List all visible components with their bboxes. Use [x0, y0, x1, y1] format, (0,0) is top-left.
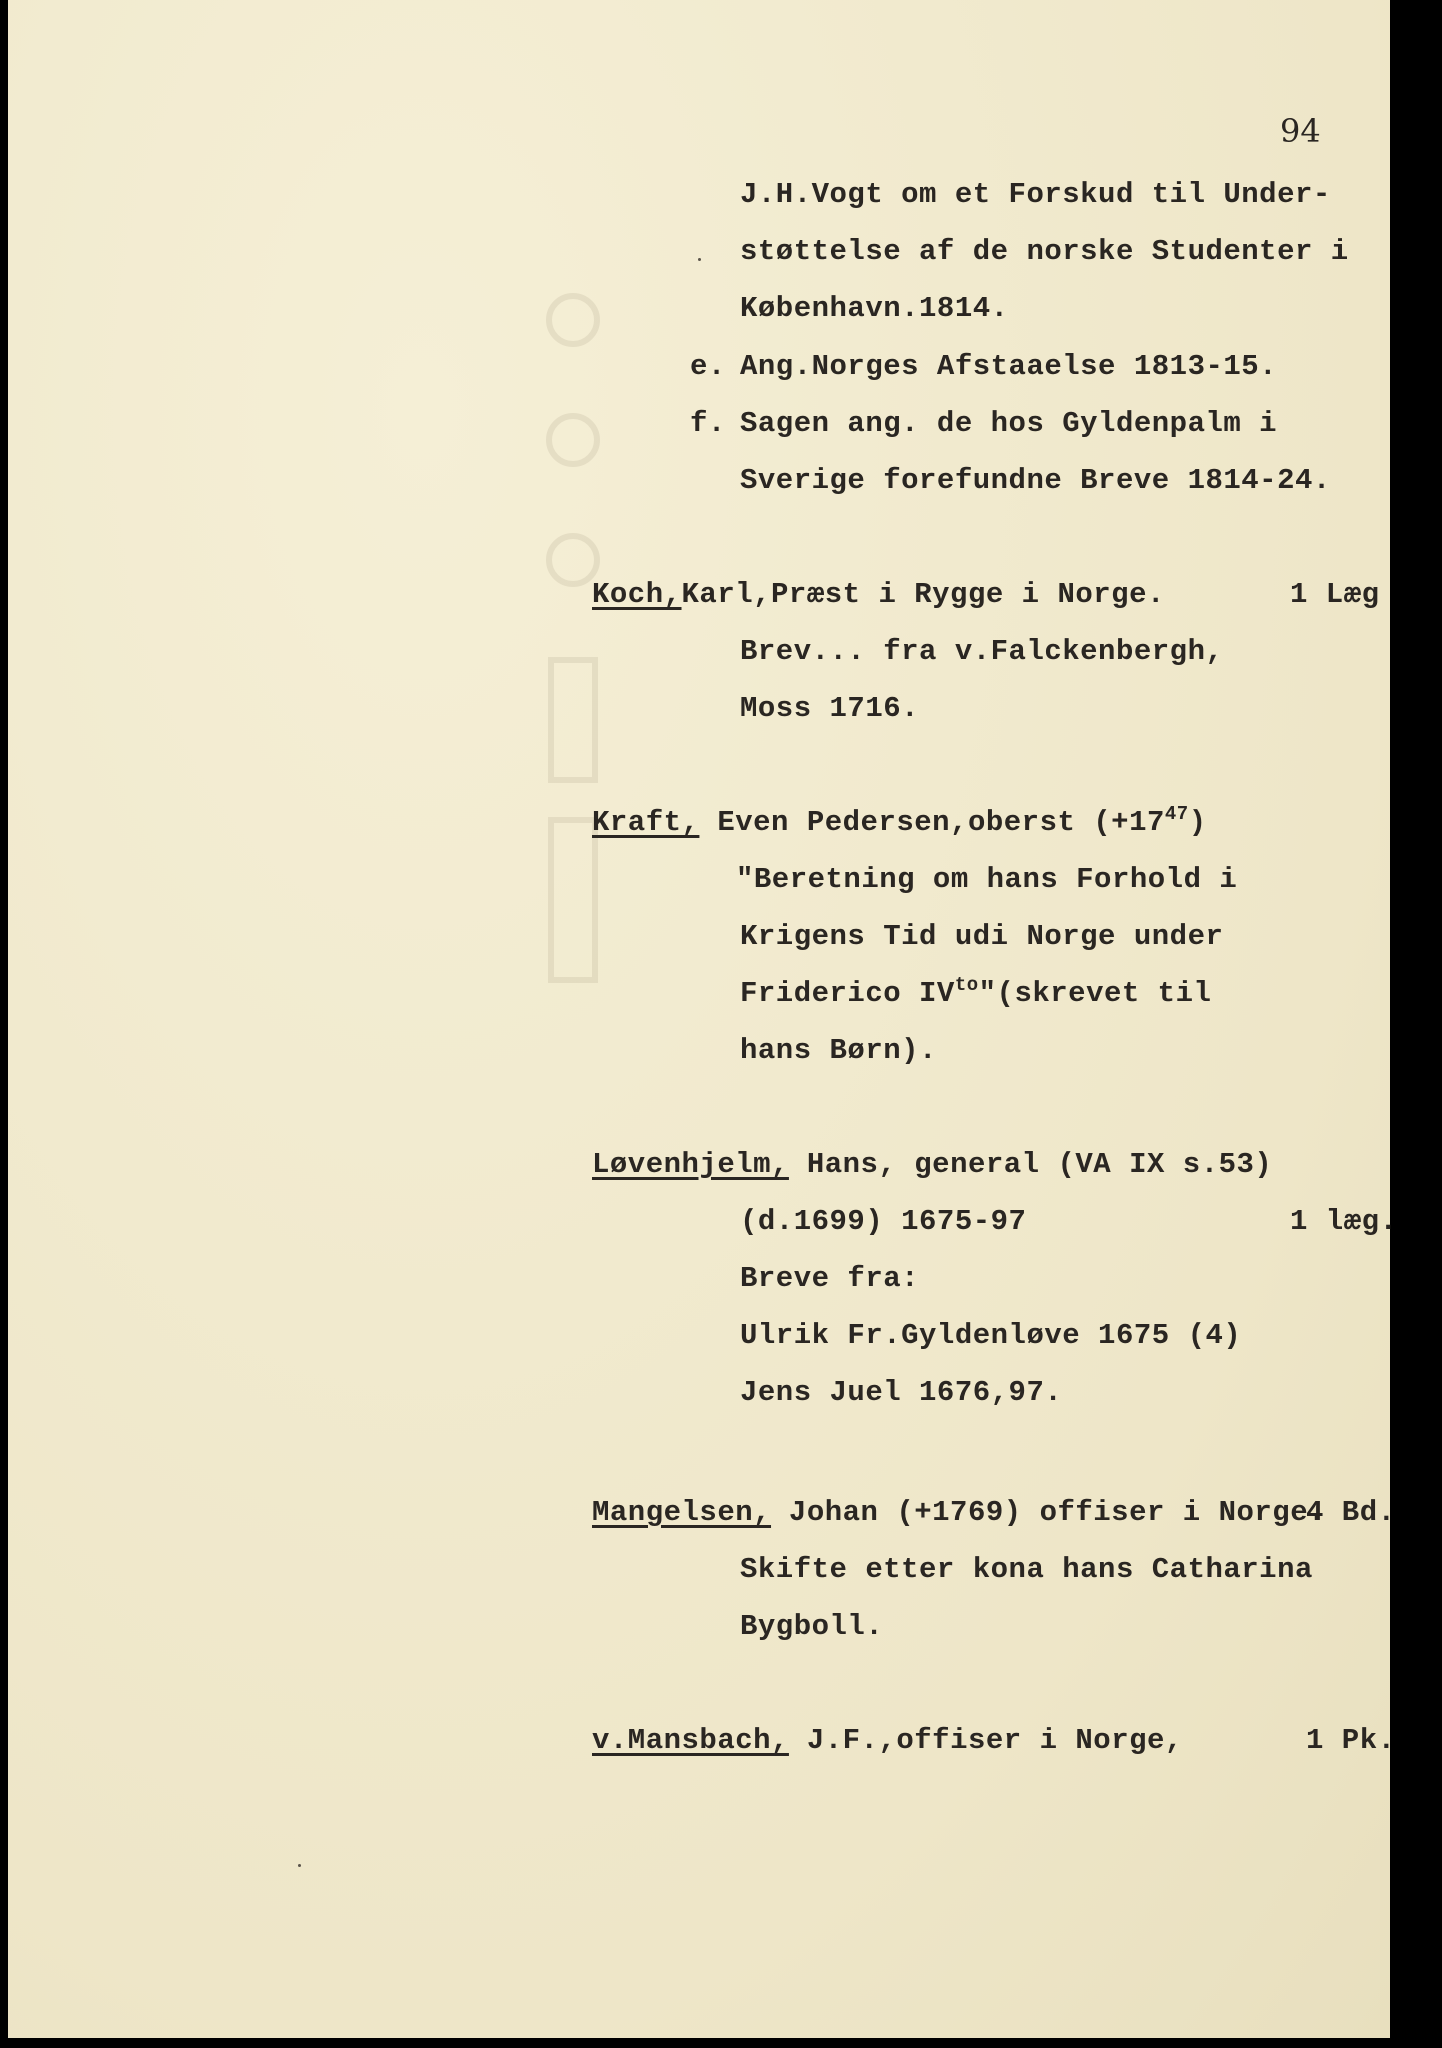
- entry-line-kraft-3-suffix: "(skrevet til: [978, 977, 1212, 1010]
- entry-extent-mansbach: 1 Pk.: [1306, 1724, 1396, 1757]
- item-marker-f: f.: [690, 407, 726, 440]
- entry-name-mansbach: v.Mansbach,: [592, 1724, 789, 1757]
- item-text-e: Ang.Norges Afstaaelse 1813-15.: [740, 350, 1278, 383]
- entry-heading-sup-kraft: 47: [1164, 803, 1189, 825]
- entry-extent-mangelsen: 4 Bd.: [1306, 1496, 1396, 1529]
- entry-name-kraft: Kraft,: [592, 806, 700, 839]
- entry-line-kraft-3-sup: to: [954, 974, 979, 996]
- entry-heading-rest-koch: Karl,Præst i Rygge i Norge.: [681, 578, 1165, 611]
- entry-line-koch-1: Brev... fra v.Falckenbergh,: [740, 635, 1224, 668]
- entry-line-koch-2: Moss 1716.: [740, 692, 920, 725]
- continuation-last-line: Sverige forefundne Breve 1814-24.: [740, 464, 1331, 497]
- entry-name-lovenhjelm: Løvenhjelm,: [592, 1148, 789, 1181]
- entry-name-mangelsen: Mangelsen,: [592, 1496, 772, 1529]
- faint-stamp-watermark: [543, 260, 603, 1160]
- speck: [298, 1864, 301, 1867]
- entry-line-kraft-3: [740, 974, 1212, 1010]
- entry-line-lovenhjelm-3: Ulrik Fr.Gyldenløve 1675 (4): [740, 1319, 1242, 1352]
- entry-heading-rest-kraft: Even Pedersen,oberst (+17: [699, 806, 1165, 839]
- continuation-line-3: København.1814.: [740, 292, 1009, 325]
- entry-line-kraft-1: "Beretning om hans Forhold i: [736, 863, 1238, 896]
- speck: [698, 258, 701, 261]
- entry-heading-lovenhjelm: [592, 1148, 1272, 1181]
- entry-extent-koch: 1 Læg: [1290, 578, 1380, 611]
- entry-line-lovenhjelm-2: Breve fra:: [740, 1262, 920, 1295]
- archive-page: [8, 0, 1398, 2038]
- item-marker-e: e.: [690, 350, 726, 383]
- entry-heading-rest-lovenhjelm: Hans, general (VA IX s.53): [788, 1148, 1273, 1181]
- entry-line-lovenhjelm-4: Jens Juel 1676,97.: [740, 1376, 1063, 1409]
- entry-heading-kraft: [592, 803, 1207, 839]
- entry-heading-rest-mansbach: J.F.,offiser i Norge,: [788, 1724, 1183, 1757]
- entry-line-lovenhjelm-1: (d.1699) 1675-97: [740, 1205, 1027, 1238]
- continuation-line-1: J.H.Vogt om et Forskud til Under-: [740, 178, 1331, 211]
- entry-line-mangelsen-2: Bygboll.: [740, 1610, 884, 1643]
- entry-heading-koch: [592, 578, 1165, 611]
- entry-heading-mangelsen: [592, 1496, 1326, 1529]
- entry-name-koch: Koch,: [592, 578, 682, 611]
- page-number: 94: [1280, 112, 1321, 150]
- entry-heading-mansbach: [592, 1724, 1183, 1757]
- entry-line-kraft-4: hans Børn).: [740, 1034, 937, 1067]
- entry-line-kraft-2: Krigens Tid udi Norge under: [740, 920, 1224, 953]
- entry-line-kraft-3-prefix: Friderico IV: [740, 977, 955, 1010]
- entry-extent-lovenhjelm: 1 læg.: [1290, 1205, 1398, 1238]
- item-text-f: Sagen ang. de hos Gyldenpalm i: [740, 407, 1278, 440]
- entry-line-mangelsen-1: Skifte etter kona hans Catharina: [740, 1553, 1313, 1586]
- entry-heading-rest-mangelsen: Johan (+1769) offiser i Norge.: [771, 1496, 1327, 1529]
- continuation-line-2: støttelse af de norske Studenter i: [740, 235, 1349, 268]
- entry-heading-end-kraft: ): [1188, 806, 1207, 839]
